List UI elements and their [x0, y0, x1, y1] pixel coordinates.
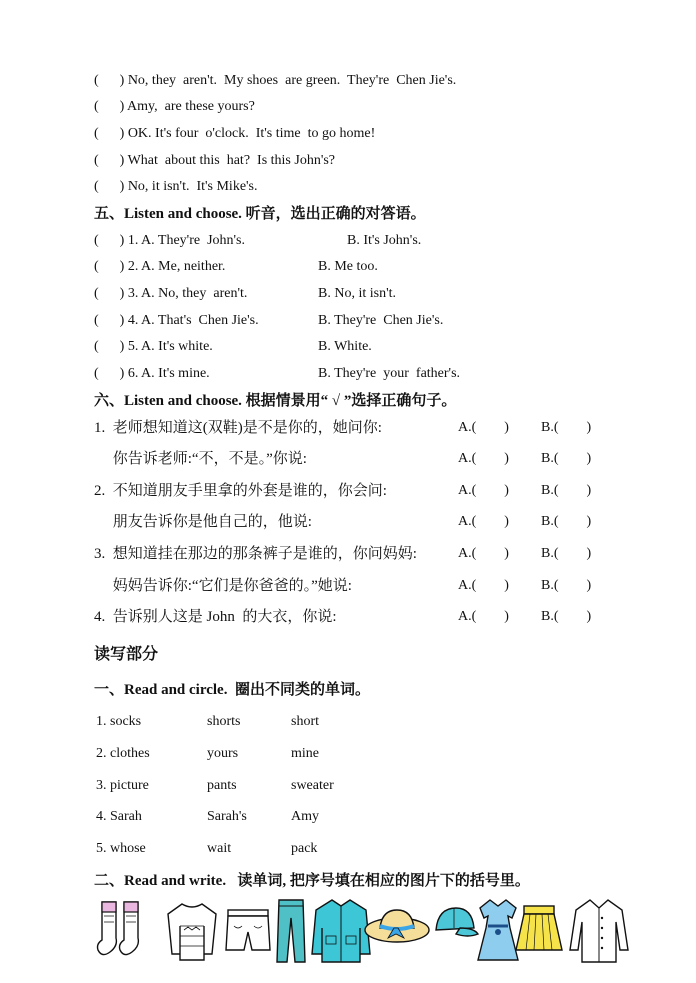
s6-item-4-a: A.( )	[458, 514, 509, 529]
s6-item-4-b: B.( )	[541, 514, 592, 529]
s5-q3: ( ) 3. A. No, they aren't.	[94, 286, 248, 301]
section6-title: 六、Listen and choose. 根据情景用“ √ ”选择正确句子。	[94, 393, 457, 409]
word-2-1: 2. clothes	[96, 746, 150, 761]
cap-icon	[430, 896, 480, 966]
s6-item-5: 3. 想知道挂在那边的那条裤子是谁的，你问妈妈:	[94, 546, 417, 562]
s5-q5: ( ) 5. A. It's white.	[94, 339, 213, 354]
s5-q1: ( ) 1. A. They're John's.	[94, 233, 245, 248]
word-5-1: 5. whose	[96, 841, 146, 856]
s5-q2-b: B. Me too.	[318, 259, 378, 274]
read-write-title: 二、Read and write. 读单词, 把序号填在相应的图片下的括号里。	[94, 873, 530, 889]
s6-item-1: 1. 老师想知道这(双鞋)是不是你的，她问你:	[94, 420, 382, 436]
reading-part-title: 读写部分	[94, 646, 159, 663]
s6-item-6-a: A.( )	[458, 578, 509, 593]
word-3-2: pants	[207, 778, 237, 793]
word-2-3: mine	[291, 746, 319, 761]
socks-icon	[94, 896, 150, 966]
s6-item-2-b: B.( )	[541, 451, 592, 466]
word-5-2: wait	[207, 841, 232, 856]
dialogue-line-3: ( ) OK. It's four o'clock. It's time to go home!	[94, 126, 376, 141]
s6-item-5-a: A.( )	[458, 546, 509, 561]
s5-q1-b: B. It's John's.	[347, 233, 422, 248]
s6-item-2-a: A.( )	[458, 451, 509, 466]
s6-item-7-a: A.( )	[458, 609, 509, 624]
clothing-pictures	[94, 896, 634, 968]
s6-item-7-b: B.( )	[541, 609, 592, 624]
skirt-icon	[514, 896, 564, 966]
dialogue-line-2: ( ) Amy, are these yours?	[94, 99, 255, 114]
word-3-3: sweater	[291, 778, 334, 793]
word-1-1: 1. socks	[96, 714, 142, 729]
s5-q6-b: B. They're your father's.	[318, 366, 461, 381]
word-1-3: short	[291, 714, 319, 729]
s6-item-2: 你告诉老师:“不，不是。”你说:	[94, 451, 307, 467]
s5-q5-b: B. White.	[318, 339, 372, 354]
dialogue-line-5: ( ) No, it isn't. It's Mike's.	[94, 179, 258, 194]
s5-q3-b: B. No, it isn't.	[318, 286, 396, 301]
word-2-2: yours	[207, 746, 239, 761]
s6-item-6: 妈妈告诉你:“它们是你爸爸的。”她说:	[94, 578, 352, 594]
word-5-3: pack	[291, 841, 318, 856]
dialogue-line-1: ( ) No, they aren't. My shoes are green. They're Chen Jie's.	[94, 73, 457, 88]
s6-item-5-b: B.( )	[541, 546, 592, 561]
word-3-1: 3. picture	[96, 778, 149, 793]
s6-item-6-b: B.( )	[541, 578, 592, 593]
s6-item-4: 朋友告诉你是他自己的，他说:	[94, 514, 312, 530]
s6-item-3-b: B.( )	[541, 483, 592, 498]
s6-item-3-a: A.( )	[458, 483, 509, 498]
word-4-2: Sarah's	[207, 809, 247, 824]
sweater-icon	[164, 896, 220, 966]
s6-item-7: 4. 告诉别人这是 John 的大衣，你说:	[94, 609, 337, 625]
s5-q6: ( ) 6. A. It's mine.	[94, 366, 210, 381]
dialogue-line-4: ( ) What about this hat? Is this John's?	[94, 153, 336, 168]
s6-item-1-a: A.( )	[458, 420, 509, 435]
section5-title: 五、Listen and choose. 听音，选出正确的对答语。	[94, 206, 426, 222]
s5-q4-b: B. They're Chen Jie's.	[318, 313, 444, 328]
s5-q4: ( ) 4. A. That's Chen Jie's.	[94, 313, 259, 328]
word-1-2: shorts	[207, 714, 241, 729]
s5-q2: ( ) 2. A. Me, neither.	[94, 259, 226, 274]
word-4-1: 4. Sarah	[96, 809, 142, 824]
pants-icon	[274, 896, 308, 966]
shirt-icon	[568, 896, 630, 966]
sun-hat-icon	[362, 896, 432, 966]
word-4-3: Amy	[291, 809, 319, 824]
read-circle-title: 一、Read and circle. 圈出不同类的单词。	[94, 682, 370, 698]
s6-item-3: 2. 不知道朋友手里拿的外套是谁的，你会问:	[94, 483, 387, 499]
s6-item-1-b: B.( )	[541, 420, 592, 435]
shorts-icon	[224, 896, 272, 966]
